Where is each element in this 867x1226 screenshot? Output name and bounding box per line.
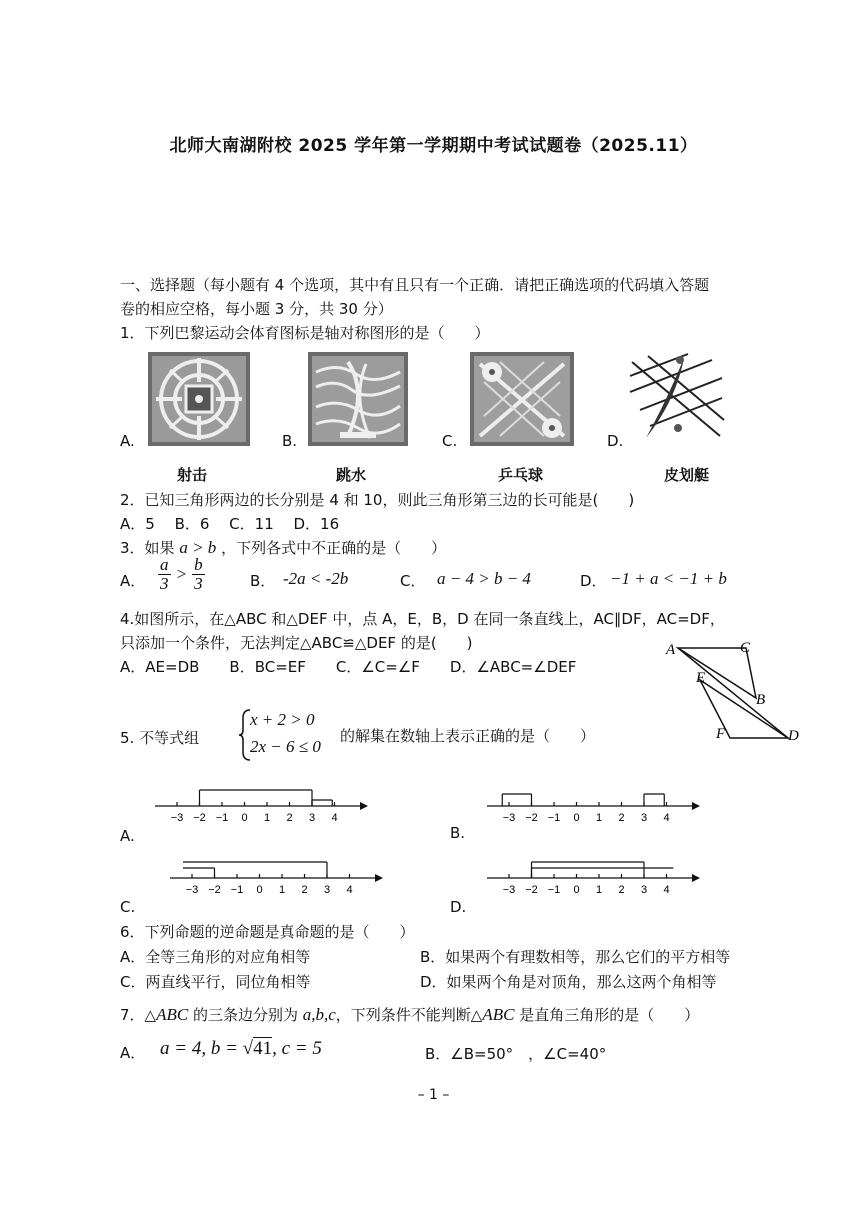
tick-label: −1 bbox=[215, 812, 229, 824]
label-b: B bbox=[756, 692, 766, 708]
solution-bracket bbox=[532, 862, 645, 878]
label-d: D bbox=[788, 728, 799, 744]
tick-label: 1 bbox=[595, 812, 603, 824]
q1-option-a-caption: 射击 bbox=[177, 466, 208, 484]
tick-label: 4 bbox=[663, 812, 670, 824]
page-title: 北师大南湖附校 2025 学年第一学期期中考试试题卷（2025.11） bbox=[169, 136, 698, 156]
q7-stem-abc: ABC bbox=[156, 1005, 189, 1024]
q5-label-d: D. bbox=[450, 898, 467, 916]
tick-label: −2 bbox=[193, 812, 206, 824]
q3-option-a-letter: A． bbox=[120, 572, 146, 590]
q1-option-d-letter: D. bbox=[607, 432, 624, 450]
q5-ineq2: 2x − 6 ≤ 0 bbox=[250, 737, 321, 756]
solution-bracket bbox=[183, 862, 327, 878]
tick-label: −2 bbox=[208, 884, 221, 896]
shooting-icon bbox=[148, 352, 250, 446]
q3-stem-expr: a > b bbox=[179, 538, 217, 557]
tick-label: −2 bbox=[525, 812, 538, 824]
number-line-a bbox=[155, 776, 370, 824]
label-f: F bbox=[716, 726, 726, 742]
q3-a-num-right: b bbox=[194, 555, 203, 574]
tick-label: 4 bbox=[663, 884, 670, 896]
tick-label: 2 bbox=[618, 884, 625, 896]
q7-option-a-expr bbox=[160, 1038, 322, 1060]
q1-stem: 1．下列巴黎运动会体育图标是轴对称图形的是（ ） bbox=[120, 324, 490, 342]
q3-option-b-expr: -2a < -2b bbox=[283, 569, 349, 588]
tick-label: 1 bbox=[595, 884, 603, 896]
q7-stem-pre: 7．△ bbox=[120, 1006, 157, 1024]
line-ad bbox=[678, 648, 788, 738]
tick-label: −3 bbox=[502, 884, 516, 896]
q5-label-a: A. bbox=[120, 827, 135, 845]
q6-stem: 6．下列命题的逆命题是真命题的是（ ） bbox=[120, 923, 415, 941]
tick-label: −1 bbox=[547, 812, 561, 824]
q6-option-d: D．如果两个角是对顶角，那么这两个角相等 bbox=[420, 973, 717, 991]
number-line-d bbox=[487, 848, 702, 896]
tick-label: −3 bbox=[185, 884, 199, 896]
tick-label: 1 bbox=[278, 884, 286, 896]
q1-option-c-caption: 乒乓球 bbox=[498, 466, 544, 484]
number-line-b bbox=[487, 776, 702, 824]
q1-option-d-caption: 皮划艇 bbox=[664, 466, 710, 484]
tick-label: 0 bbox=[256, 884, 263, 896]
solution-bracket bbox=[644, 794, 664, 806]
arrow-icon bbox=[692, 802, 700, 810]
diving-icon bbox=[308, 352, 408, 446]
q1-option-b-letter: B. bbox=[282, 432, 298, 450]
q2-stem: 2．已知三角形两边的长分别是 4 和 10，则此三角形第三边的长可能是( ) bbox=[120, 491, 635, 509]
solution-bracket bbox=[532, 868, 674, 878]
tick-label: 2 bbox=[301, 884, 308, 896]
q3-a-den-left: 3 bbox=[160, 574, 169, 593]
q6-option-c: C．两直线平行，同位角相等 bbox=[120, 973, 311, 991]
q3-option-d-expr: −1 + a < −1 + b bbox=[610, 569, 727, 588]
q7-stem-abc2: ABC bbox=[482, 1005, 515, 1024]
q7-stem-vars: a,b,c bbox=[302, 1005, 336, 1024]
q4-line1: 4.如图所示，在△ABC 和△DEF 中，点 A，E，B，D 在同一条直线上，AC∥DF，AC=DF， bbox=[120, 610, 725, 628]
label-e: E bbox=[696, 670, 706, 686]
tick-label: 3 bbox=[323, 884, 331, 896]
q6-option-b: B．如果两个有理数相等，那么它们的平方相等 bbox=[420, 948, 731, 966]
q7-option-a-letter: A． bbox=[120, 1044, 146, 1062]
tick-label: 0 bbox=[241, 812, 248, 824]
q3-stem bbox=[120, 537, 446, 558]
solution-bracket bbox=[183, 868, 215, 878]
solution-bracket bbox=[502, 794, 531, 806]
tick-label: 3 bbox=[640, 884, 648, 896]
tick-label: 3 bbox=[640, 812, 648, 824]
q7-stem bbox=[120, 1004, 699, 1025]
q4-line2: 只添加一个条件，无法判定△ABC≌△DEF 的是( ) bbox=[120, 634, 473, 652]
q3-option-b-letter: B． bbox=[250, 572, 276, 590]
section-heading-line1: 一、选择题（每小题有 4 个选项，其中有且只有一个正确．请把正确选项的代码填入答题 bbox=[120, 276, 710, 294]
tick-label: −1 bbox=[230, 884, 244, 896]
label-c: C bbox=[740, 640, 751, 656]
q7-stem-mid: 的三条边分别为 bbox=[188, 1006, 303, 1024]
q3-stem-post: ，下列各式中不正确的是（ ） bbox=[221, 539, 447, 557]
q3-a-den-right: 3 bbox=[194, 574, 203, 593]
tick-label: −3 bbox=[170, 812, 184, 824]
q7-a-sqrt: 41 bbox=[253, 1038, 273, 1059]
solution-bracket bbox=[200, 790, 313, 806]
triangle-def bbox=[700, 680, 788, 738]
tick-label: −2 bbox=[525, 884, 538, 896]
q4-options: A．AE=DB B．BC=EF C．∠C=∠F D．∠ABC=∠DEF bbox=[120, 658, 577, 676]
q6-option-a: A．全等三角形的对应角相等 bbox=[120, 948, 311, 966]
tick-label: 4 bbox=[346, 884, 353, 896]
table-tennis-icon bbox=[470, 352, 574, 446]
arrow-icon bbox=[375, 874, 383, 882]
tick-label: 0 bbox=[573, 884, 580, 896]
q7-stem-mid2: ，下列条件不能判断△ bbox=[335, 1006, 483, 1024]
tick-label: −1 bbox=[547, 884, 561, 896]
canoe-icon bbox=[626, 352, 726, 446]
q3-a-num-left: a bbox=[160, 555, 169, 574]
q5-ineq1: x + 2 > 0 bbox=[250, 710, 315, 729]
page-number: – 1 – bbox=[417, 1087, 450, 1103]
label-a: A bbox=[666, 642, 676, 658]
q3-option-d-letter: D． bbox=[580, 572, 607, 590]
q3-a-op: > bbox=[175, 564, 188, 584]
q4-figure bbox=[660, 640, 810, 750]
q7-stem-post: 是直角三角形的是（ ） bbox=[514, 1006, 700, 1024]
q3-option-c-letter: C． bbox=[400, 572, 426, 590]
tick-label: 4 bbox=[331, 812, 338, 824]
q7-option-b: B．∠B=50° ，∠C=40° bbox=[425, 1045, 607, 1063]
q5-label-c: C. bbox=[120, 898, 136, 916]
q1-option-c-letter: C. bbox=[442, 432, 458, 450]
tick-label: 0 bbox=[573, 812, 580, 824]
tick-label: 2 bbox=[618, 812, 625, 824]
tick-label: −3 bbox=[502, 812, 516, 824]
q3-option-c-expr: a − 4 > b − 4 bbox=[437, 569, 531, 588]
arrow-icon bbox=[360, 802, 368, 810]
number-line-c bbox=[170, 848, 385, 896]
tick-label: 2 bbox=[286, 812, 293, 824]
solution-bracket bbox=[312, 800, 332, 806]
q2-options: A．5 B．6 C．11 D．16 bbox=[120, 515, 340, 533]
q1-option-a-letter: A. bbox=[120, 432, 135, 450]
tick-label: 1 bbox=[263, 812, 271, 824]
q3-stem-pre: 3．如果 bbox=[120, 539, 175, 557]
q1-option-b-caption: 跳水 bbox=[336, 466, 367, 484]
q5-stem-post: 的解集在数轴上表示正确的是（ ） bbox=[340, 727, 596, 745]
sqrt-icon: √ bbox=[242, 1038, 254, 1059]
q7-a-expr-post: , c = 5 bbox=[272, 1038, 322, 1059]
q3-option-a-expr bbox=[158, 556, 205, 593]
q5-label-b: B. bbox=[450, 824, 466, 842]
tick-label: 3 bbox=[308, 812, 316, 824]
section-heading-line2: 卷的相应空格，每小题 3 分，共 30 分） bbox=[120, 300, 393, 318]
q5-stem-pre: 5. 不等式组 bbox=[120, 729, 200, 747]
q7-a-expr-pre: a = 4, b = bbox=[160, 1038, 243, 1059]
arrow-icon bbox=[692, 874, 700, 882]
